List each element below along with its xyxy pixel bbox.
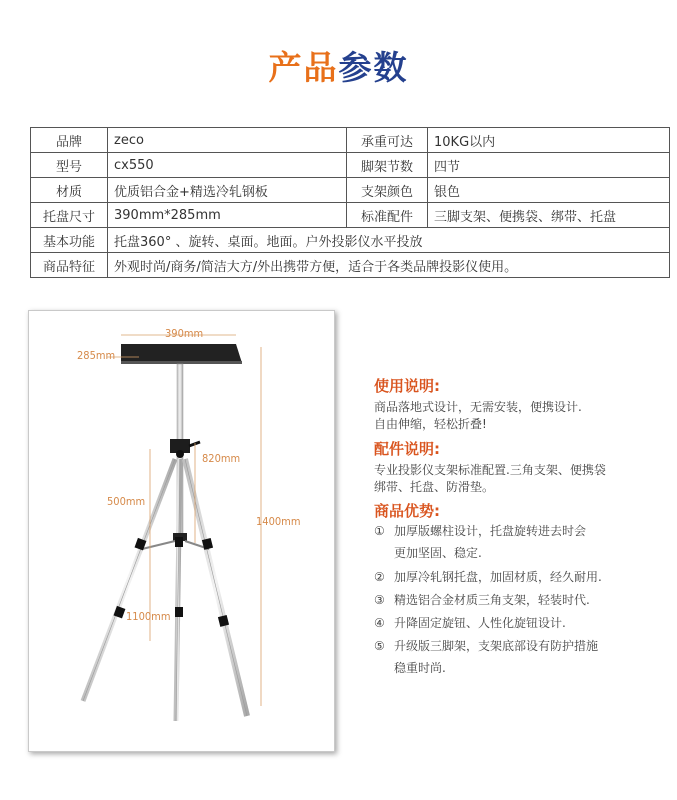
spec-value: 三脚支架、便携袋、绑带、托盘 xyxy=(428,203,670,228)
usage-line: 自由伸缩，轻松折叠! xyxy=(374,417,487,431)
usage-title: 使用说明: xyxy=(374,377,440,395)
leg-clamp xyxy=(218,615,229,627)
spec-label: 托盘尺寸 xyxy=(31,203,108,228)
spec-label: 脚架节数 xyxy=(347,153,428,178)
spec-value: 四节 xyxy=(428,153,670,178)
item-number: ② xyxy=(374,570,385,584)
advantages-section xyxy=(374,500,674,521)
spec-value: 外观时尚/商务/简洁大方/外出携带方便，适合于各类品牌投影仪使用。 xyxy=(108,253,670,278)
item-text: 加厚版螺柱设计，托盘旋转进去时会 xyxy=(394,524,587,538)
accessories-line: 专业投影仪支架标准配置.三角支架、便携袋 xyxy=(374,463,606,477)
spec-table xyxy=(30,127,670,278)
title-part-2: 参数 xyxy=(338,48,409,87)
dim-adjust-height: 820mm xyxy=(202,452,241,465)
accessories-line: 绑带、托盘、防滑垫。 xyxy=(374,480,495,494)
item-text: 更加坚固、稳定. xyxy=(394,546,482,560)
dim-tray-width: 390mm xyxy=(165,327,204,340)
leg-clamp xyxy=(175,537,183,547)
list-item xyxy=(374,566,674,588)
spec-label: 承重可达 xyxy=(347,128,428,153)
item-number: ③ xyxy=(374,593,385,607)
list-item xyxy=(374,635,674,679)
tray xyxy=(121,344,242,363)
spec-row xyxy=(31,178,670,203)
title-part-1: 产品 xyxy=(268,48,339,87)
brace-left xyxy=(142,541,175,549)
spec-row xyxy=(31,203,670,228)
spec-label: 基本功能 xyxy=(31,228,108,253)
dim-total-height: 1400mm xyxy=(256,515,301,528)
spec-value: zeco xyxy=(108,128,347,153)
advantages-title: 商品优势: xyxy=(374,502,440,520)
leg-clamp xyxy=(175,607,183,617)
spec-row xyxy=(31,228,670,253)
pan-handle xyxy=(189,442,200,446)
spec-row xyxy=(31,153,670,178)
product-photo xyxy=(28,310,335,752)
item-number: ① xyxy=(374,524,385,538)
spec-value: 托盘360° 、旋转、桌面。地面。户外投影仪水平投放 xyxy=(108,228,670,253)
spec-label: 品牌 xyxy=(31,128,108,153)
item-text: 精选铝合金材质三角支架，轻装时代. xyxy=(394,593,590,607)
tripod-illustration xyxy=(29,311,334,751)
dim-tray-depth: 285mm xyxy=(77,349,116,362)
spec-label: 支架颜色 xyxy=(347,178,428,203)
spec-value: 银色 xyxy=(428,178,670,203)
item-text: 升级版三脚架，支架底部设有防护措施 xyxy=(394,639,599,653)
spec-row xyxy=(31,128,670,153)
accessories-title: 配件说明: xyxy=(374,440,440,458)
list-item xyxy=(374,520,674,564)
item-text: 稳重时尚. xyxy=(394,661,446,675)
head-knob xyxy=(176,450,184,458)
spec-value: 390mm*285mm xyxy=(108,203,347,228)
spec-row xyxy=(31,253,670,278)
page-title xyxy=(0,42,677,89)
item-text: 加厚冷轧钢托盘，加固材质，经久耐用. xyxy=(394,570,602,584)
dim-column-height: 500mm xyxy=(107,495,146,508)
item-text: 升降固定旋钮、人性化旋钮设计. xyxy=(394,616,566,630)
dim-leg-spread: 1100mm xyxy=(126,610,171,623)
spec-value: 10KG以内 xyxy=(428,128,670,153)
spec-label: 标准配件 xyxy=(347,203,428,228)
spec-label: 型号 xyxy=(31,153,108,178)
leg-right-outline xyxy=(185,459,247,716)
spec-label: 商品特征 xyxy=(31,253,108,278)
item-number: ⑤ xyxy=(374,639,385,653)
item-number: ④ xyxy=(374,616,385,630)
list-item xyxy=(374,612,674,634)
usage-section xyxy=(374,375,674,433)
spec-value: 优质铝合金+精选冷轧钢板 xyxy=(108,178,347,203)
spec-value: cx550 xyxy=(108,153,347,178)
tray-edge xyxy=(121,361,242,364)
spec-label: 材质 xyxy=(31,178,108,203)
accessories-section xyxy=(374,438,674,496)
usage-line: 商品落地式设计，无需安装，便携设计. xyxy=(374,400,582,414)
list-item xyxy=(374,589,674,611)
